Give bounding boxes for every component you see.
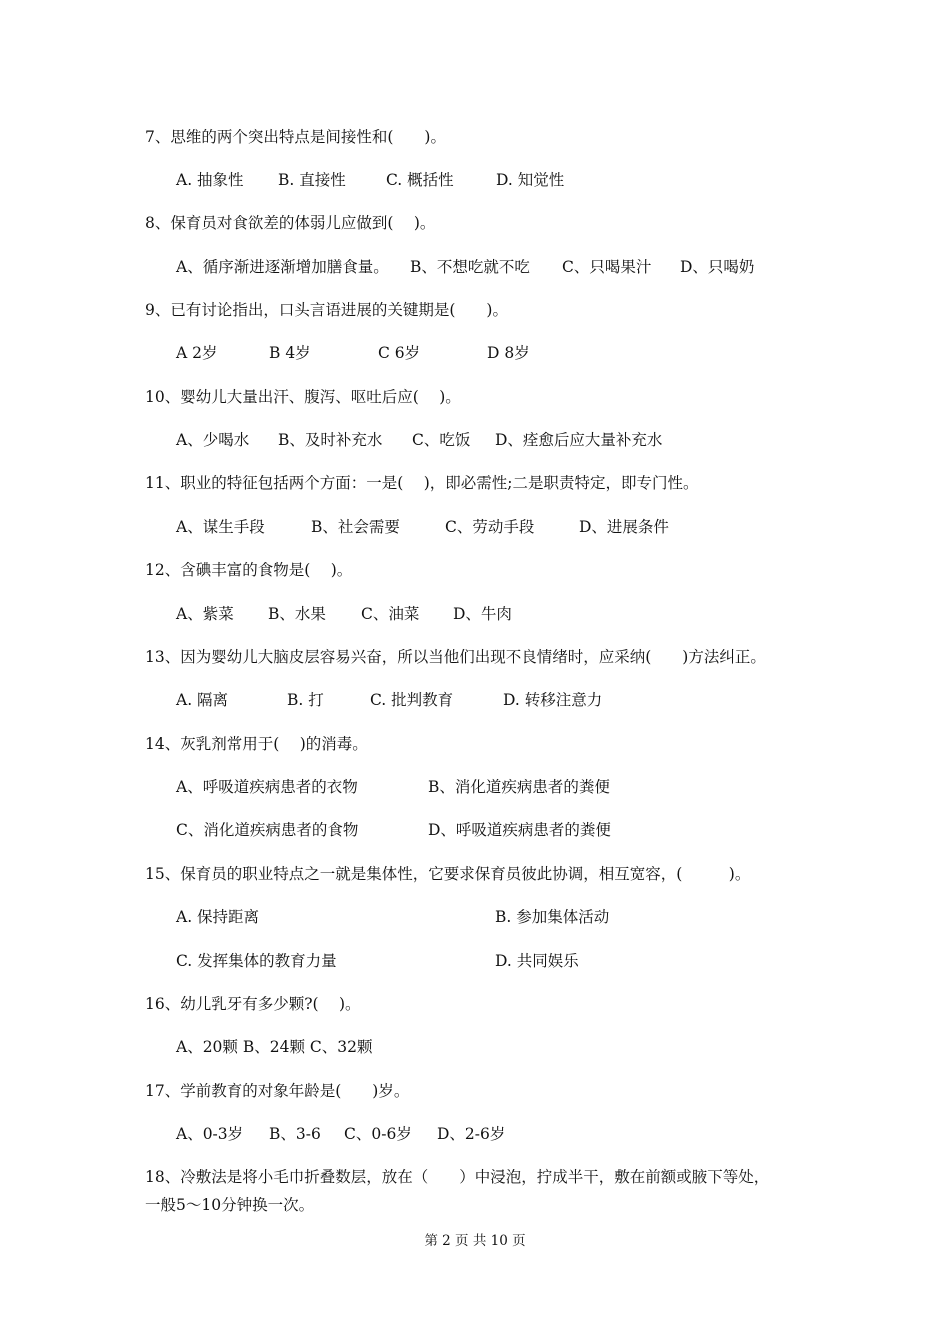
option-14d: D、呼吸道疾病患者的粪便 (428, 821, 611, 839)
page-number-footer: 第 2 页 共 10 页 (424, 1233, 526, 1249)
question-10: 10、婴幼儿大量出汗、腹泻、呕吐后应( )。 (145, 388, 461, 406)
option-9c: C 6岁 (378, 344, 421, 362)
option-8d: D、只喝奶 (680, 258, 755, 276)
option-15a: A. 保持距离 (176, 908, 260, 926)
option-15c: C. 发挥集体的教育力量 (176, 952, 337, 970)
option-7c: C. 概括性 (386, 171, 454, 189)
option-10a: A、少喝水 (176, 431, 250, 449)
option-11a: A、谋生手段 (176, 518, 265, 536)
option-8a: A、循序渐进逐渐增加膳食量。 (176, 258, 389, 276)
option-8b: B、不想吃就不吃 (410, 258, 530, 276)
question-18: 18、冷敷法是将小毛巾折叠数层，放在（ ）中浸泡，拧成半干，敷在前额或腋下等处， (145, 1168, 770, 1186)
question-15: 15、保育员的职业特点之一就是集体性，它要求保育员彼此协调，相互宽容，( )。 (145, 865, 751, 883)
option-14c: C、消化道疾病患者的食物 (176, 821, 359, 839)
option-17c: C、0-6岁 (344, 1125, 412, 1143)
option-9b: B 4岁 (269, 344, 311, 362)
option-17b: B、3-6 (269, 1125, 321, 1143)
option-9a: A 2岁 (176, 344, 218, 362)
option-13a: A. 隔离 (176, 691, 229, 709)
option-11d: D、进展条件 (579, 518, 669, 536)
option-8c: C、只喝果汁 (562, 258, 652, 276)
question-14: 14、灰乳剂常用于( )的消毒。 (145, 735, 368, 753)
option-14a: A、呼吸道疾病患者的衣物 (176, 778, 358, 796)
question-13: 13、因为婴幼儿大脑皮层容易兴奋，所以当他们出现不良情绪时，应采纳( )方法纠正。 (145, 648, 766, 666)
option-14b: B、消化道疾病患者的粪便 (428, 778, 610, 796)
question-17: 17、学前教育的对象年龄是( )岁。 (145, 1082, 410, 1100)
option-12d: D、牛肉 (453, 605, 512, 623)
question-11: 11、职业的特征包括两个方面：一是( )，即必需性;二是职责特定，即专门性。 (145, 474, 699, 492)
option-10d: D、痊愈后应大量补充水 (495, 431, 663, 449)
option-7b: B. 直接性 (278, 171, 346, 189)
option-11c: C、劳动手段 (445, 518, 535, 536)
option-7a: A. 抽象性 (176, 171, 244, 189)
option-12a: A、紫菜 (176, 605, 234, 623)
option-13b: B. 打 (287, 691, 324, 709)
option-10b: B、及时补充水 (278, 431, 383, 449)
question-12: 12、含碘丰富的食物是( )。 (145, 561, 353, 579)
option-7d: D. 知觉性 (496, 171, 565, 189)
option-12b: B、水果 (268, 605, 326, 623)
option-15d: D. 共同娱乐 (495, 952, 579, 970)
option-13c: C. 批判教育 (370, 691, 454, 709)
option-11b: B、社会需要 (311, 518, 400, 536)
question-7: 7、思维的两个突出特点是间接性和( )。 (145, 128, 446, 146)
option-13d: D. 转移注意力 (503, 691, 603, 709)
option-16: A、20颗 B、24颗 C、32颗 (176, 1038, 373, 1056)
option-15b: B. 参加集体活动 (495, 908, 610, 926)
option-9d: D 8岁 (487, 344, 530, 362)
question-8: 8、保育员对食欲差的体弱儿应做到( )。 (145, 214, 436, 232)
option-12c: C、油菜 (361, 605, 420, 623)
option-10c: C、吃饭 (412, 431, 471, 449)
option-17a: A、0-3岁 (176, 1125, 244, 1143)
question-18-continued: 一般5～10分钟换一次。 (145, 1196, 315, 1214)
option-17d: D、2-6岁 (437, 1125, 506, 1143)
question-16: 16、幼儿乳牙有多少颗?( )。 (145, 995, 361, 1013)
question-9: 9、已有讨论指出，口头言语进展的关键期是( )。 (145, 301, 508, 319)
